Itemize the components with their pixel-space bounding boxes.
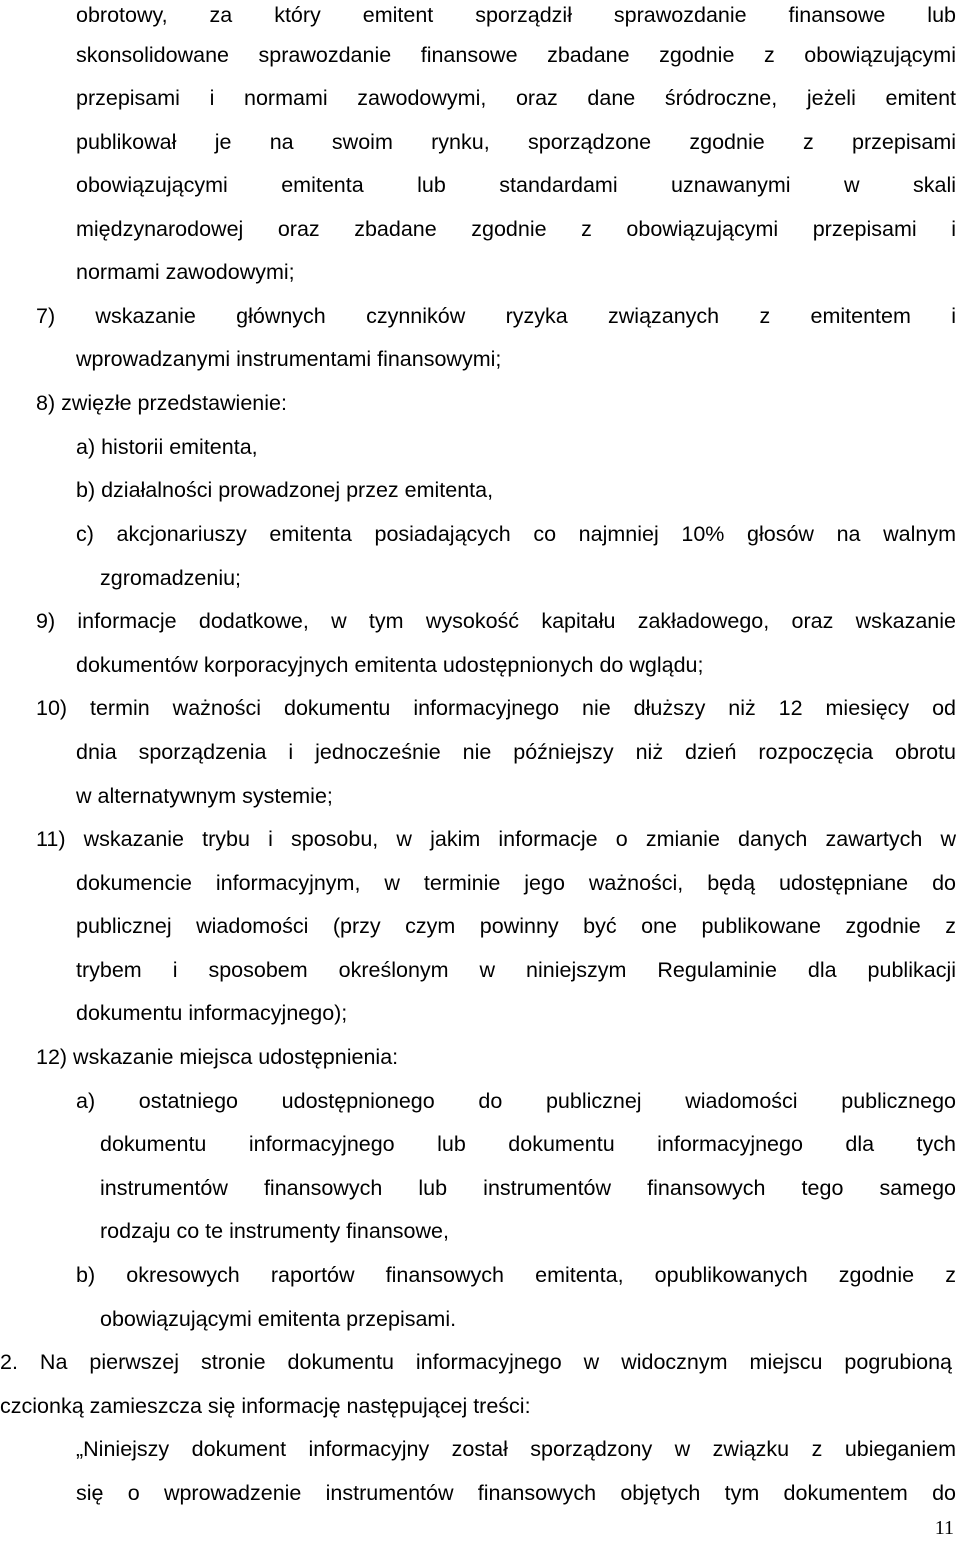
text-line: publicznej wiadomości (przy czym powinny być one publikowane zgodnie z [76, 914, 956, 938]
list-item-10: 10) termin ważności dokumentu informacyjnego nie dłuższy niż 12 miesięcy od [36, 696, 956, 720]
sub-item-a: a) historii emitenta, [76, 435, 258, 459]
text-line: międzynarodowej oraz zbadane zgodnie z obowiązującymi przepisami i [76, 217, 956, 241]
list-item-12: 12) wskazanie miejsca udostępnienia: [36, 1045, 399, 1069]
text-line: obowiązującymi emitenta przepisami. [100, 1307, 457, 1331]
quote-line: „Niniejszy dokument informacyjny został sporządzony w związku z ubieganiem [76, 1437, 956, 1461]
text-line: dokumentu informacyjnego); [76, 1001, 348, 1025]
text-line: przepisami i normami zawodowymi, oraz dane śródroczne, jeżeli emitent [76, 86, 956, 110]
text-line: obrotowy, za który emitent sporządził sprawozdanie finansowe lub [76, 3, 956, 27]
text-line: skonsolidowane sprawozdanie finansowe zbadane zgodnie z obowiązującymi [76, 43, 956, 67]
text-line: wprowadzanymi instrumentami finansowymi; [76, 347, 502, 371]
text-line: dnia sporządzenia i jednocześnie nie późniejszy niż dzień rozpoczęcia obrotu [76, 740, 956, 764]
sub-item-b: b) okresowych raportów finansowych emitenta, opublikowanych zgodnie z [76, 1263, 956, 1287]
section-2: 2. Na pierwszej stronie dokumentu informacyjnego w widocznym miejscu pogrubioną [0, 1350, 952, 1374]
text-line: dokumentu informacyjnego lub dokumentu informacyjnego dla tych [100, 1132, 956, 1156]
list-item-7: 7) wskazanie głównych czynników ryzyka związanych z emitentem i [36, 304, 956, 328]
page-number: 11 [934, 1517, 954, 1539]
text-line: czcionką zamieszcza się informację następującej treści: [0, 1394, 531, 1418]
text-line: normami zawodowymi; [76, 260, 295, 284]
text-line: publikował je na swoim rynku, sporządzone zgodnie z przepisami [76, 130, 956, 154]
text-line: trybem i sposobem określonym w niniejszym Regulaminie dla publikacji [76, 958, 956, 982]
text-line: zgromadzeniu; [100, 566, 242, 590]
sub-item-c: c) akcjonariuszy emitenta posiadających co najmniej 10% głosów na walnym [76, 522, 956, 546]
text-line: dokumencie informacyjnym, w terminie jego ważności, będą udostępniane do [76, 871, 956, 895]
text-line: dokumentów korporacyjnych emitenta udostępnionych do wglądu; [76, 653, 704, 677]
sub-item-a: a) ostatniego udostępnionego do publicznej wiadomości publicznego [76, 1089, 956, 1113]
text-line: w alternatywnym systemie; [76, 784, 333, 808]
list-item-11: 11) wskazanie trybu i sposobu, w jakim informacje o zmianie danych zawartych w [36, 827, 956, 851]
quote-line: się o wprowadzenie instrumentów finansowych objętych tym dokumentem do [76, 1481, 956, 1505]
text-line: obowiązującymi emitenta lub standardami uznawanymi w skali [76, 173, 956, 197]
list-item-9: 9) informacje dodatkowe, w tym wysokość kapitału zakładowego, oraz wskazanie [36, 609, 956, 633]
sub-item-b: b) działalności prowadzonej przez emitenta, [76, 478, 494, 502]
text-line: instrumentów finansowych lub instrumentów finansowych tego samego [100, 1176, 956, 1200]
list-item-8: 8) zwięzłe przedstawienie: [36, 391, 287, 415]
text-line: rodzaju co te instrumenty finansowe, [100, 1219, 449, 1243]
